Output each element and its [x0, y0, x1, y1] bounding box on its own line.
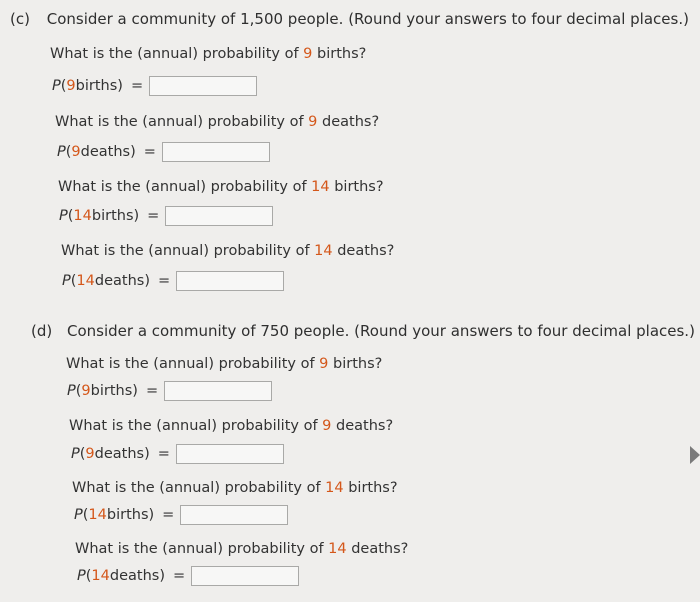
answer-line-d-1: P ( 9 births) = [67, 381, 272, 401]
question-c-3: What is the (annual) probability of 14 births? [58, 179, 384, 195]
answer-line-d-3: P ( 14 births) = [74, 505, 288, 525]
question-c-2: What is the (annual) probability of 9 deaths? [55, 114, 380, 130]
answer-line-d-4: P ( 14 deaths) = [77, 566, 299, 586]
answer-line-c-3: P ( 14 births) = [59, 206, 273, 226]
part-c-header [10, 10, 689, 28]
answer-input-c-14-births[interactable] [165, 206, 273, 226]
question-c-1: What is the (annual) probability of 9 births? [50, 46, 367, 62]
answer-line-d-2: P ( 9 deaths) = [71, 444, 284, 464]
next-arrow-icon[interactable] [690, 446, 700, 464]
answer-input-d-14-births[interactable] [180, 505, 288, 525]
answer-input-d-14-deaths[interactable] [191, 566, 299, 586]
part-c-instruction: Consider a community of 1,500 people. (Round your answers to four decimal places.) [46, 10, 689, 28]
question-d-2: What is the (annual) probability of 9 deaths? [69, 418, 394, 434]
answer-input-c-9-births[interactable] [149, 76, 257, 96]
part-c-label: (c) [10, 10, 30, 28]
part-d-instruction: Consider a community of 750 people. (Round your answers to four decimal places.) [67, 322, 695, 340]
answer-input-d-9-deaths[interactable] [176, 444, 284, 464]
question-d-3: What is the (annual) probability of 14 births? [72, 480, 398, 496]
answer-line-c-1: P ( 9 births) = [52, 76, 257, 96]
part-d-label: (d) [31, 322, 53, 340]
question-d-4: What is the (annual) probability of 14 deaths? [75, 541, 409, 557]
question-d-1: What is the (annual) probability of 9 births? [66, 356, 383, 372]
answer-input-c-9-deaths[interactable] [162, 142, 270, 162]
question-c-4: What is the (annual) probability of 14 deaths? [61, 243, 395, 259]
answer-line-c-4: P ( 14 deaths) = [62, 271, 284, 291]
answer-input-d-9-births[interactable] [164, 381, 272, 401]
answer-input-c-14-deaths[interactable] [176, 271, 284, 291]
part-d-header [31, 322, 695, 340]
answer-line-c-2: P ( 9 deaths) = [57, 142, 270, 162]
